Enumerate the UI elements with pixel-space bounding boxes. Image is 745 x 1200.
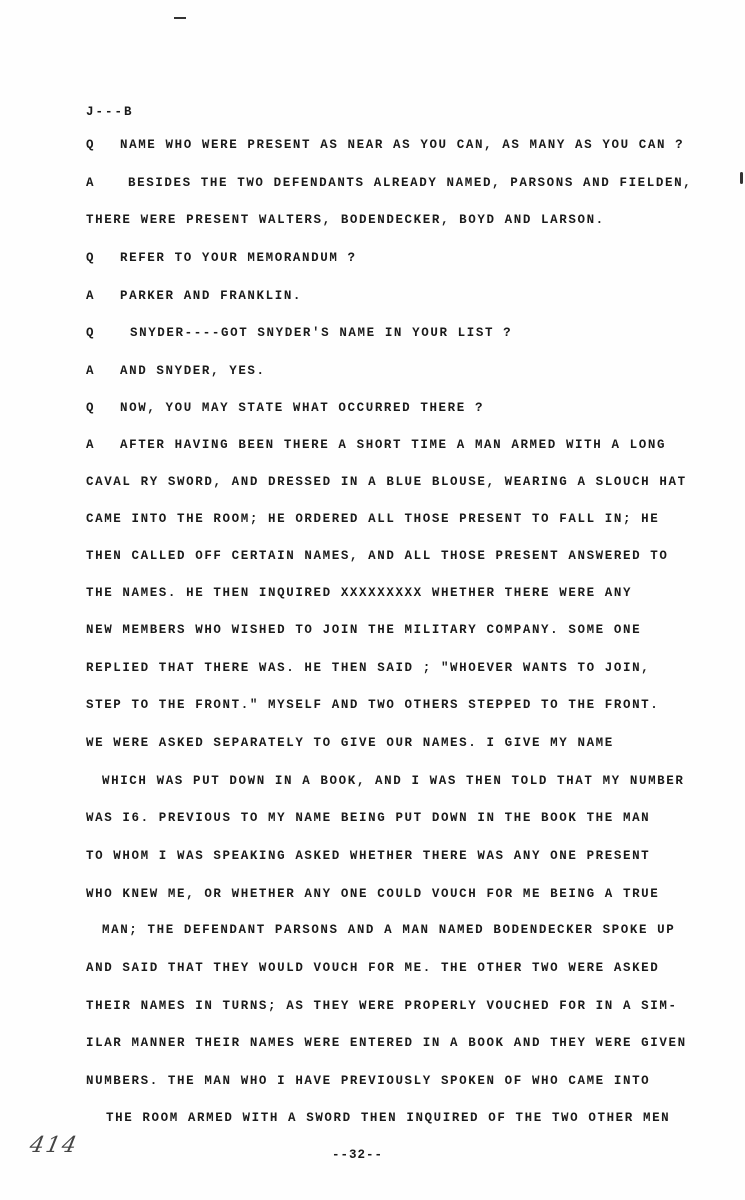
transcript-line: ILAR MANNER THEIR NAMES WERE ENTERED IN A BOOK AND THEY WERE GIVEN — [86, 1036, 687, 1050]
transcript-line: THE ROOM ARMED WITH A SWORD THEN INQUIRED OF THE TWO OTHER MEN — [106, 1111, 671, 1125]
transcript-line: STEP TO THE FRONT." MYSELF AND TWO OTHERS STEPPED TO THE FRONT. — [86, 698, 660, 712]
transcript-line: WHICH WAS PUT DOWN IN A BOOK, AND I WAS THEN TOLD THAT MY NUMBER — [102, 774, 685, 788]
transcript-line: WE WERE ASKED SEPARATELY TO GIVE OUR NAMES. I GIVE MY NAME — [86, 736, 614, 750]
transcript-line: PARKER AND FRANKLIN. — [120, 289, 303, 303]
transcript-line: AND SNYDER, YES. — [120, 364, 266, 378]
transcript-line: WAS I6. PREVIOUS TO MY NAME BEING PUT DOWN IN THE BOOK THE MAN — [86, 811, 651, 825]
transcript-line: THERE WERE PRESENT WALTERS, BODENDECKER, BOYD AND LARSON. — [86, 213, 605, 227]
handwritten-page-mark: 414 — [27, 1133, 81, 1158]
transcript-line: NOW, YOU MAY STATE WHAT OCCURRED THERE ? — [120, 401, 485, 415]
answer-label: A — [86, 289, 94, 303]
question-label: Q — [86, 251, 94, 265]
transcript-line: AFTER HAVING BEEN THERE A SHORT TIME A MAN ARMED WITH A LONG — [120, 438, 667, 452]
transcript-line: CAVAL RY SWORD, AND DRESSED IN A BLUE BLOUSE, WEARING A SLOUCH HAT — [86, 475, 687, 489]
transcript-line: THEIR NAMES IN TURNS; AS THEY WERE PROPERLY VOUCHED FOR IN A SIM- — [86, 999, 678, 1013]
transcript-line: SNYDER----GOT SNYDER'S NAME IN YOUR LIST ? — [130, 326, 513, 340]
page-number: --32-- — [332, 1148, 384, 1162]
edge-mark — [740, 172, 743, 184]
transcript-line: TO WHOM I WAS SPEAKING ASKED WHETHER THERE WAS ANY ONE PRESENT — [86, 849, 651, 863]
transcript-line: WHO KNEW ME, OR WHETHER ANY ONE COULD VOUCH FOR ME BEING A TRUE — [86, 887, 660, 901]
top-dash-mark — [174, 17, 186, 19]
answer-label: A — [86, 438, 94, 452]
transcript-line: THEN CALLED OFF CERTAIN NAMES, AND ALL THOSE PRESENT ANSWERED TO — [86, 549, 669, 563]
question-label: Q — [86, 326, 94, 340]
answer-label: A — [86, 364, 94, 378]
transcript-line: NAME WHO WERE PRESENT AS NEAR AS YOU CAN, AS MANY AS YOU CAN ? — [120, 138, 685, 152]
transcript-line: NUMBERS. THE MAN WHO I HAVE PREVIOUSLY SPOKEN OF WHO CAME INTO — [86, 1074, 651, 1088]
answer-label: A — [86, 176, 94, 190]
header-code: J---B — [86, 105, 134, 119]
transcript-line: AND SAID THAT THEY WOULD VOUCH FOR ME. THE OTHER TWO WERE ASKED — [86, 961, 660, 975]
question-label: Q — [86, 138, 94, 152]
transcript-line: MAN; THE DEFENDANT PARSONS AND A MAN NAMED BODENDECKER SPOKE UP — [102, 923, 676, 937]
transcript-line: REPLIED THAT THERE WAS. HE THEN SAID ; "WHOEVER WANTS TO JOIN, — [86, 661, 651, 675]
transcript-line: NEW MEMBERS WHO WISHED TO JOIN THE MILITARY COMPANY. SOME ONE — [86, 623, 642, 637]
transcript-line: BESIDES THE TWO DEFENDANTS ALREADY NAMED, PARSONS AND FIELDEN, — [128, 176, 693, 190]
transcript-line: REFER TO YOUR MEMORANDUM ? — [120, 251, 357, 265]
question-label: Q — [86, 401, 94, 415]
transcript-line: CAME INTO THE ROOM; HE ORDERED ALL THOSE PRESENT TO FALL IN; HE — [86, 512, 660, 526]
transcript-line: THE NAMES. HE THEN INQUIRED XXXXXXXXX WHETHER THERE WERE ANY — [86, 586, 633, 600]
